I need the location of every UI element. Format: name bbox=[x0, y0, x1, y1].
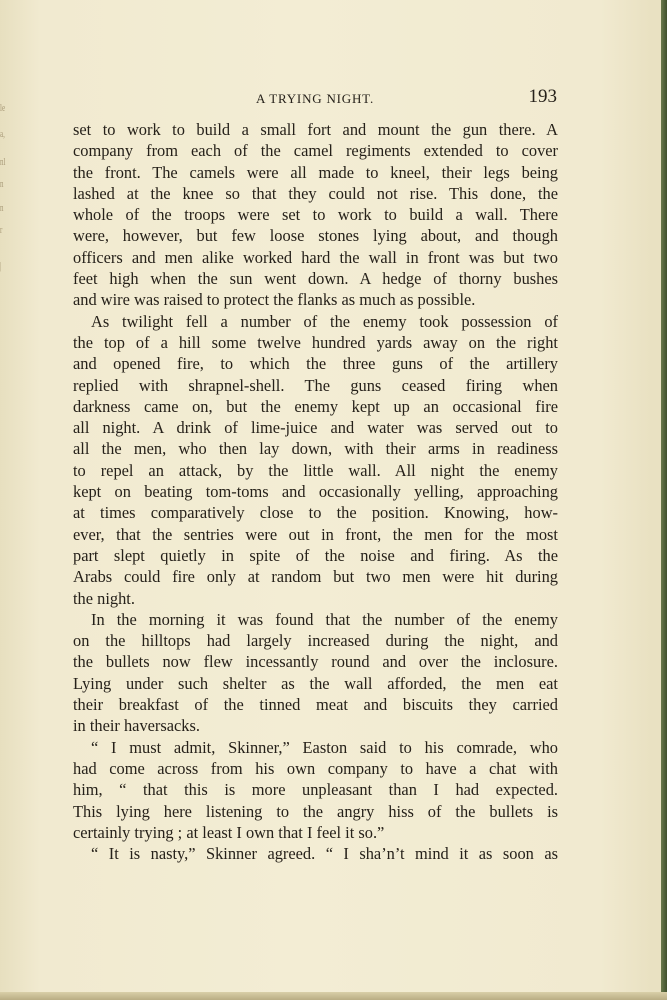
page-number: 193 bbox=[528, 86, 557, 107]
text-line: part slept quietly in spite of the noise and firing. As the bbox=[73, 545, 558, 565]
text-line: “ It is nasty,” Skinner agreed. “ I sha’n’t mind it as soon as bbox=[91, 844, 558, 864]
text-line: the night. bbox=[73, 588, 135, 608]
text-line: the front. The camels were all made to kneel, their legs being bbox=[73, 162, 558, 182]
text-line: whole of the troops were set to work to build a wall. There bbox=[73, 205, 558, 225]
bleed-fragment: | bbox=[0, 261, 2, 272]
text-line: company from each of the camel regiments extended to cover bbox=[73, 141, 558, 161]
text-line: In the morning it was found that the number of the enemy bbox=[91, 609, 558, 629]
text-line: had come across from his own company to have a chat with bbox=[73, 758, 558, 778]
text-line: on the hilltops had largely increased during the night, and bbox=[73, 631, 558, 651]
text-line: As twilight fell a number of the enemy took possession of bbox=[91, 311, 558, 331]
page-edge-strip bbox=[661, 0, 667, 1000]
text-line: the bullets now flew incessantly round and over the inclosure. bbox=[73, 652, 558, 672]
text-line: at times comparatively close to the position. Knowing, how- bbox=[73, 503, 558, 523]
text-line: to repel an attack, by the little wall. All night the enemy bbox=[73, 460, 558, 480]
text-line: set to work to build a small fort and mount the gun there. A bbox=[73, 120, 558, 139]
bleed-fragment: r bbox=[0, 225, 3, 236]
bleed-fragment: nl bbox=[0, 157, 6, 168]
text-line: This lying here listening to the angry hiss of the bullets is bbox=[73, 801, 558, 821]
text-line: and wire was raised to protect the flanks as much as possible. bbox=[73, 290, 476, 310]
bleed-fragment: a, bbox=[0, 129, 5, 140]
text-line: ever, that the sentries were out in front, the men for the most bbox=[73, 524, 558, 544]
text-line: kept on beating tom-toms and occasionally yelling, approaching bbox=[73, 482, 558, 502]
bleed-fragment: n bbox=[0, 179, 4, 190]
text-line: the top of a hill some twelve hundred yards away on the right bbox=[73, 332, 558, 352]
page-bottom-band bbox=[0, 992, 667, 1000]
text-line: officers and men alike worked hard the wall in front was but two bbox=[73, 247, 558, 267]
bleed-fragment: n bbox=[0, 203, 4, 214]
text-line: feet high when the sun went down. A hedge of thorny bushes bbox=[73, 269, 558, 289]
text-line: all the men, who then lay down, with their arms in readiness bbox=[73, 439, 558, 459]
text-line: “ I must admit, Skinner,” Easton said to his comrade, who bbox=[91, 737, 558, 757]
text-line: lashed at the knee so that they could not rise. This done, the bbox=[73, 183, 558, 203]
text-line: Arabs could fire only at random but two men were hit during bbox=[73, 567, 558, 587]
text-line: darkness came on, but the enemy kept up an occasional fire bbox=[73, 396, 558, 416]
text-line: and opened fire, to which the three guns of the artillery bbox=[73, 354, 558, 374]
running-head: A TRYING NIGHT. bbox=[255, 91, 375, 106]
text-line: Lying under such shelter as the wall afforded, the men eat bbox=[73, 673, 558, 693]
text-line: replied with shrapnel-shell. The guns ceased firing when bbox=[73, 375, 558, 395]
body-text bbox=[73, 119, 558, 864]
text-line: in their haversacks. bbox=[73, 716, 200, 736]
text-line: all night. A drink of lime-juice and water was served out to bbox=[73, 418, 558, 438]
text-line: were, however, but few loose stones lying about, and though bbox=[73, 226, 558, 246]
text-line: their breakfast of the tinned meat and biscuits they carried bbox=[73, 695, 558, 715]
page-header bbox=[70, 86, 560, 110]
bleed-fragment: le bbox=[0, 103, 6, 114]
text-line: him, “ that this is more unpleasant than I had expected. bbox=[73, 780, 558, 800]
text-line: certainly trying ; at least I own that I feel it so.” bbox=[73, 822, 385, 842]
